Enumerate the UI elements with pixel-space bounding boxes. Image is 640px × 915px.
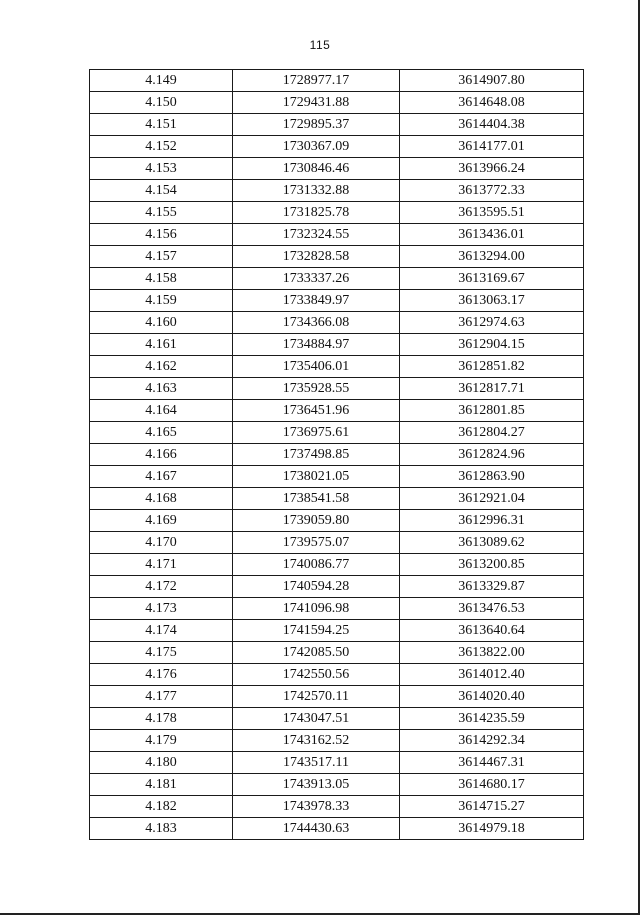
x-coordinate-cell: 1729895.37 [233,114,400,136]
table-row [90,752,584,774]
table-row [90,224,584,246]
table-row [90,510,584,532]
table-row [90,136,584,158]
point-id-cell: 4.153 [90,158,233,180]
y-coordinate-cell: 3614020.40 [400,686,584,708]
point-id-cell: 4.175 [90,642,233,664]
x-coordinate-cell: 1742570.11 [233,686,400,708]
x-coordinate-cell: 1731332.88 [233,180,400,202]
table-row [90,598,584,620]
point-id-cell: 4.151 [90,114,233,136]
table-row [90,686,584,708]
point-id-cell: 4.159 [90,290,233,312]
table-row [90,290,584,312]
coordinates-table-body [90,70,584,840]
y-coordinate-cell: 3613089.62 [400,532,584,554]
table-row [90,158,584,180]
y-coordinate-cell: 3612804.27 [400,422,584,444]
x-coordinate-cell: 1728977.17 [233,70,400,92]
point-id-cell: 4.161 [90,334,233,356]
y-coordinate-cell: 3614235.59 [400,708,584,730]
point-id-cell: 4.157 [90,246,233,268]
x-coordinate-cell: 1731825.78 [233,202,400,224]
x-coordinate-cell: 1742550.56 [233,664,400,686]
y-coordinate-cell: 3614979.18 [400,818,584,840]
table-row [90,444,584,466]
x-coordinate-cell: 1733849.97 [233,290,400,312]
point-id-cell: 4.170 [90,532,233,554]
table-row [90,378,584,400]
point-id-cell: 4.158 [90,268,233,290]
point-id-cell: 4.169 [90,510,233,532]
y-coordinate-cell: 3613640.64 [400,620,584,642]
table-row [90,114,584,136]
y-coordinate-cell: 3614177.01 [400,136,584,158]
x-coordinate-cell: 1729431.88 [233,92,400,114]
point-id-cell: 4.178 [90,708,233,730]
x-coordinate-cell: 1743162.52 [233,730,400,752]
y-coordinate-cell: 3612817.71 [400,378,584,400]
point-id-cell: 4.152 [90,136,233,158]
x-coordinate-cell: 1732324.55 [233,224,400,246]
y-coordinate-cell: 3613200.85 [400,554,584,576]
table-row [90,334,584,356]
x-coordinate-cell: 1730846.46 [233,158,400,180]
x-coordinate-cell: 1735928.55 [233,378,400,400]
table-row [90,708,584,730]
y-coordinate-cell: 3612863.90 [400,466,584,488]
y-coordinate-cell: 3614012.40 [400,664,584,686]
table-row [90,180,584,202]
x-coordinate-cell: 1740594.28 [233,576,400,598]
y-coordinate-cell: 3612974.63 [400,312,584,334]
y-coordinate-cell: 3613822.00 [400,642,584,664]
y-coordinate-cell: 3613294.00 [400,246,584,268]
point-id-cell: 4.183 [90,818,233,840]
table-row [90,488,584,510]
x-coordinate-cell: 1740086.77 [233,554,400,576]
table-row [90,400,584,422]
table-row [90,730,584,752]
table-row [90,202,584,224]
table-row [90,92,584,114]
x-coordinate-cell: 1738541.58 [233,488,400,510]
point-id-cell: 4.173 [90,598,233,620]
x-coordinate-cell: 1744430.63 [233,818,400,840]
x-coordinate-cell: 1743913.05 [233,774,400,796]
point-id-cell: 4.163 [90,378,233,400]
x-coordinate-cell: 1743517.11 [233,752,400,774]
point-id-cell: 4.167 [90,466,233,488]
x-coordinate-cell: 1738021.05 [233,466,400,488]
y-coordinate-cell: 3612801.85 [400,400,584,422]
x-coordinate-cell: 1732828.58 [233,246,400,268]
point-id-cell: 4.155 [90,202,233,224]
table-row [90,664,584,686]
x-coordinate-cell: 1741594.25 [233,620,400,642]
y-coordinate-cell: 3613966.24 [400,158,584,180]
x-coordinate-cell: 1743047.51 [233,708,400,730]
y-coordinate-cell: 3612996.31 [400,510,584,532]
x-coordinate-cell: 1737498.85 [233,444,400,466]
table-row [90,774,584,796]
point-id-cell: 4.181 [90,774,233,796]
y-coordinate-cell: 3613772.33 [400,180,584,202]
table-row [90,466,584,488]
y-coordinate-cell: 3614292.34 [400,730,584,752]
y-coordinate-cell: 3614715.27 [400,796,584,818]
table-row [90,796,584,818]
point-id-cell: 4.182 [90,796,233,818]
y-coordinate-cell: 3614404.38 [400,114,584,136]
point-id-cell: 4.149 [90,70,233,92]
x-coordinate-cell: 1739575.07 [233,532,400,554]
point-id-cell: 4.162 [90,356,233,378]
x-coordinate-cell: 1743978.33 [233,796,400,818]
y-coordinate-cell: 3613329.87 [400,576,584,598]
table-row [90,268,584,290]
x-coordinate-cell: 1733337.26 [233,268,400,290]
x-coordinate-cell: 1739059.80 [233,510,400,532]
x-coordinate-cell: 1742085.50 [233,642,400,664]
point-id-cell: 4.171 [90,554,233,576]
y-coordinate-cell: 3614907.80 [400,70,584,92]
table-row [90,246,584,268]
point-id-cell: 4.165 [90,422,233,444]
table-row [90,818,584,840]
table-row [90,70,584,92]
x-coordinate-cell: 1734884.97 [233,334,400,356]
point-id-cell: 4.180 [90,752,233,774]
x-coordinate-cell: 1735406.01 [233,356,400,378]
y-coordinate-cell: 3613169.67 [400,268,584,290]
table-row [90,554,584,576]
point-id-cell: 4.156 [90,224,233,246]
page-number: 115 [309,38,331,52]
x-coordinate-cell: 1730367.09 [233,136,400,158]
table-row [90,642,584,664]
x-coordinate-cell: 1736451.96 [233,400,400,422]
point-id-cell: 4.168 [90,488,233,510]
x-coordinate-cell: 1741096.98 [233,598,400,620]
y-coordinate-cell: 3614648.08 [400,92,584,114]
point-id-cell: 4.172 [90,576,233,598]
point-id-cell: 4.166 [90,444,233,466]
y-coordinate-cell: 3612851.82 [400,356,584,378]
point-id-cell: 4.164 [90,400,233,422]
y-coordinate-cell: 3612921.04 [400,488,584,510]
table-row [90,620,584,642]
y-coordinate-cell: 3613595.51 [400,202,584,224]
y-coordinate-cell: 3613436.01 [400,224,584,246]
x-coordinate-cell: 1736975.61 [233,422,400,444]
point-id-cell: 4.174 [90,620,233,642]
table-row [90,422,584,444]
y-coordinate-cell: 3614680.17 [400,774,584,796]
y-coordinate-cell: 3612904.15 [400,334,584,356]
point-id-cell: 4.179 [90,730,233,752]
table-row [90,356,584,378]
point-id-cell: 4.177 [90,686,233,708]
point-id-cell: 4.154 [90,180,233,202]
y-coordinate-cell: 3614467.31 [400,752,584,774]
y-coordinate-cell: 3613476.53 [400,598,584,620]
table-row [90,532,584,554]
y-coordinate-cell: 3613063.17 [400,290,584,312]
x-coordinate-cell: 1734366.08 [233,312,400,334]
point-id-cell: 4.176 [90,664,233,686]
point-id-cell: 4.150 [90,92,233,114]
coordinates-table [89,69,584,840]
table-row [90,576,584,598]
table-row [90,312,584,334]
y-coordinate-cell: 3612824.96 [400,444,584,466]
point-id-cell: 4.160 [90,312,233,334]
